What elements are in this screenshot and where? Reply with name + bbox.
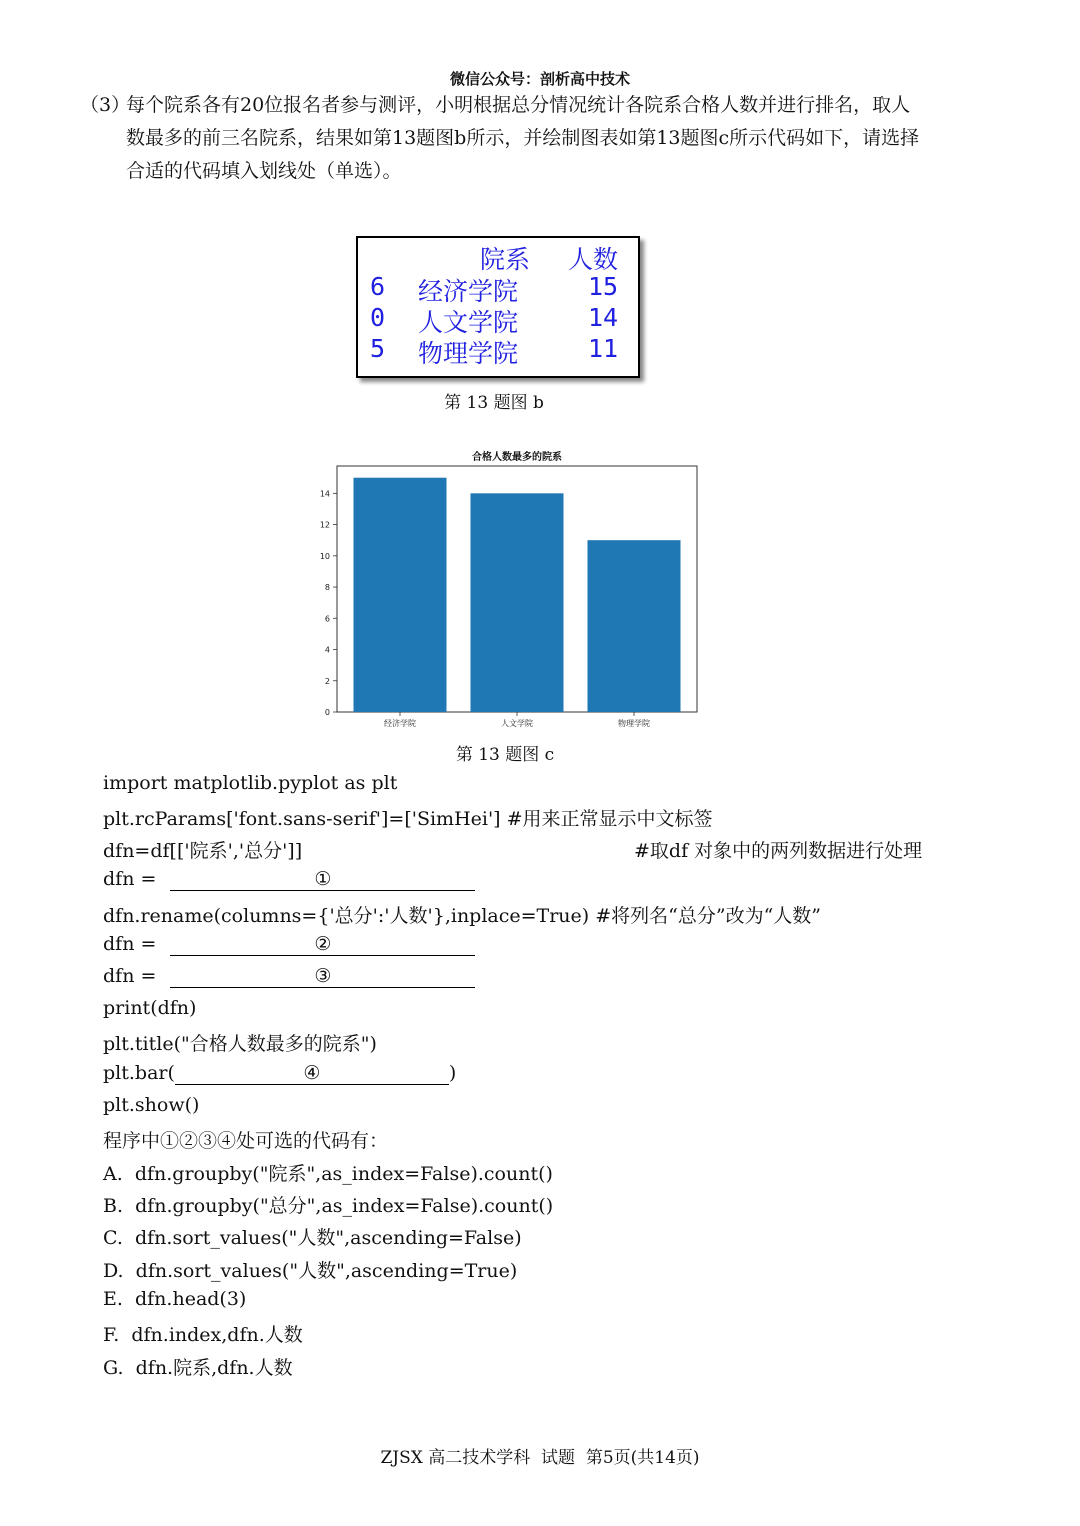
page-header: 微信公众号：剖析高中技术 [449,70,630,88]
y-tick-label: 12 [319,520,330,530]
x-tick-label: 物理学院 [618,719,650,728]
table-row-dept: 人文学院 [418,308,519,337]
code-prefix: dfn = [103,868,163,890]
options-intro: 程序中①②③④处可选的代码有： [103,1130,389,1152]
option-e: E. dfn.head(3) [103,1288,247,1310]
table-row-index: 6 [370,272,386,301]
table-row-index: 5 [370,334,386,363]
code-prefix: plt.bar( [103,1062,175,1084]
question-line-2: 数最多的前三名院系，结果如第13题图b所示，并绘制图表如第13题图c所示代码如下，请选择 [126,127,920,149]
code-line: plt.title("合格人数最多的院系") [103,1033,377,1055]
code-line: plt.rcParams['font.sans-serif']=['SimHei'] #用来正常显示中文标签 [103,808,713,830]
figure-b-caption: 第 13 题图 b [444,393,544,413]
y-tick-label: 0 [324,708,330,717]
y-axis [320,489,337,717]
blank-4: ④ [175,1062,449,1085]
result-table [356,236,640,378]
option-a: A. dfn.groupby("院系",as_index=False).count() [103,1163,553,1185]
code-suffix: ) [448,1062,457,1084]
question-line-3: 合适的代码填入划线处（单选）。 [126,160,402,182]
question-line-1: 每个院系各有20位报名者参与测评，小明根据总分情况统计各院系合格人数并进行排名，取人 [126,94,911,116]
x-tick-label: 人文学院 [501,719,533,728]
option-c: C. dfn.sort_values("人数",ascending=False) [103,1227,522,1249]
y-tick-label: 10 [319,551,330,561]
code-prefix: dfn = [103,933,163,955]
code-line: print(dfn) [103,997,197,1019]
table-row-count: 14 [588,303,619,332]
table-header-count: 人数 [568,245,619,274]
table-row-dept: 物理学院 [418,339,519,368]
bar-1 [471,493,564,712]
question-number: （3） [80,94,131,116]
table-row-count: 15 [588,272,619,301]
x-tick-label: 经济学院 [384,719,416,728]
code-blank-line-1 [103,868,475,891]
question-text [80,89,1020,189]
bar-2 [588,540,681,712]
y-tick-label: 6 [324,614,330,624]
option-d: D. dfn.sort_values("人数",ascending=True) [103,1260,518,1282]
code-line: dfn=df[['院系','总分']] [103,840,303,862]
table-row-dept: 经济学院 [418,277,519,306]
blank-2: ② [170,933,475,956]
table-header-dept: 院系 [480,245,531,274]
code-line: import matplotlib.pyplot as plt [103,772,398,794]
y-tick-label: 2 [324,676,330,686]
chart-bars [354,478,681,712]
code-line: plt.show() [103,1094,200,1116]
chart-title: 合格人数最多的院系 [472,452,562,463]
bar-chart [300,440,720,735]
table-row-count: 11 [588,334,619,363]
y-tick-label: 14 [319,489,330,499]
code-blank-line-4 [103,1062,456,1085]
table-row-index: 0 [370,303,386,332]
option-g: G. dfn.院系,dfn.人数 [103,1357,293,1379]
bar-0 [354,478,447,712]
option-b: B. dfn.groupby("总分",as_index=False).count() [103,1195,554,1217]
y-tick-label: 8 [324,583,330,593]
code-prefix: dfn = [103,965,163,987]
code-comment: #取df 对象中的两列数据进行处理 [634,840,923,862]
figure-c-caption: 第 13 题图 c [455,745,555,765]
page-footer: ZJSX 高二技术学科 试题 第5页(共14页) [380,1448,700,1468]
y-tick-label: 4 [324,645,330,655]
code-blank-line-2 [103,933,475,956]
code-blank-line-3 [103,965,475,988]
blank-1: ① [170,868,475,891]
code-line: dfn.rename(columns={'总分':'人数'},inplace=True) #将列名“总分”改为“人数” [103,905,822,927]
blank-3: ③ [170,965,475,988]
x-axis [384,712,650,728]
option-f: F. dfn.index,dfn.人数 [103,1324,303,1346]
